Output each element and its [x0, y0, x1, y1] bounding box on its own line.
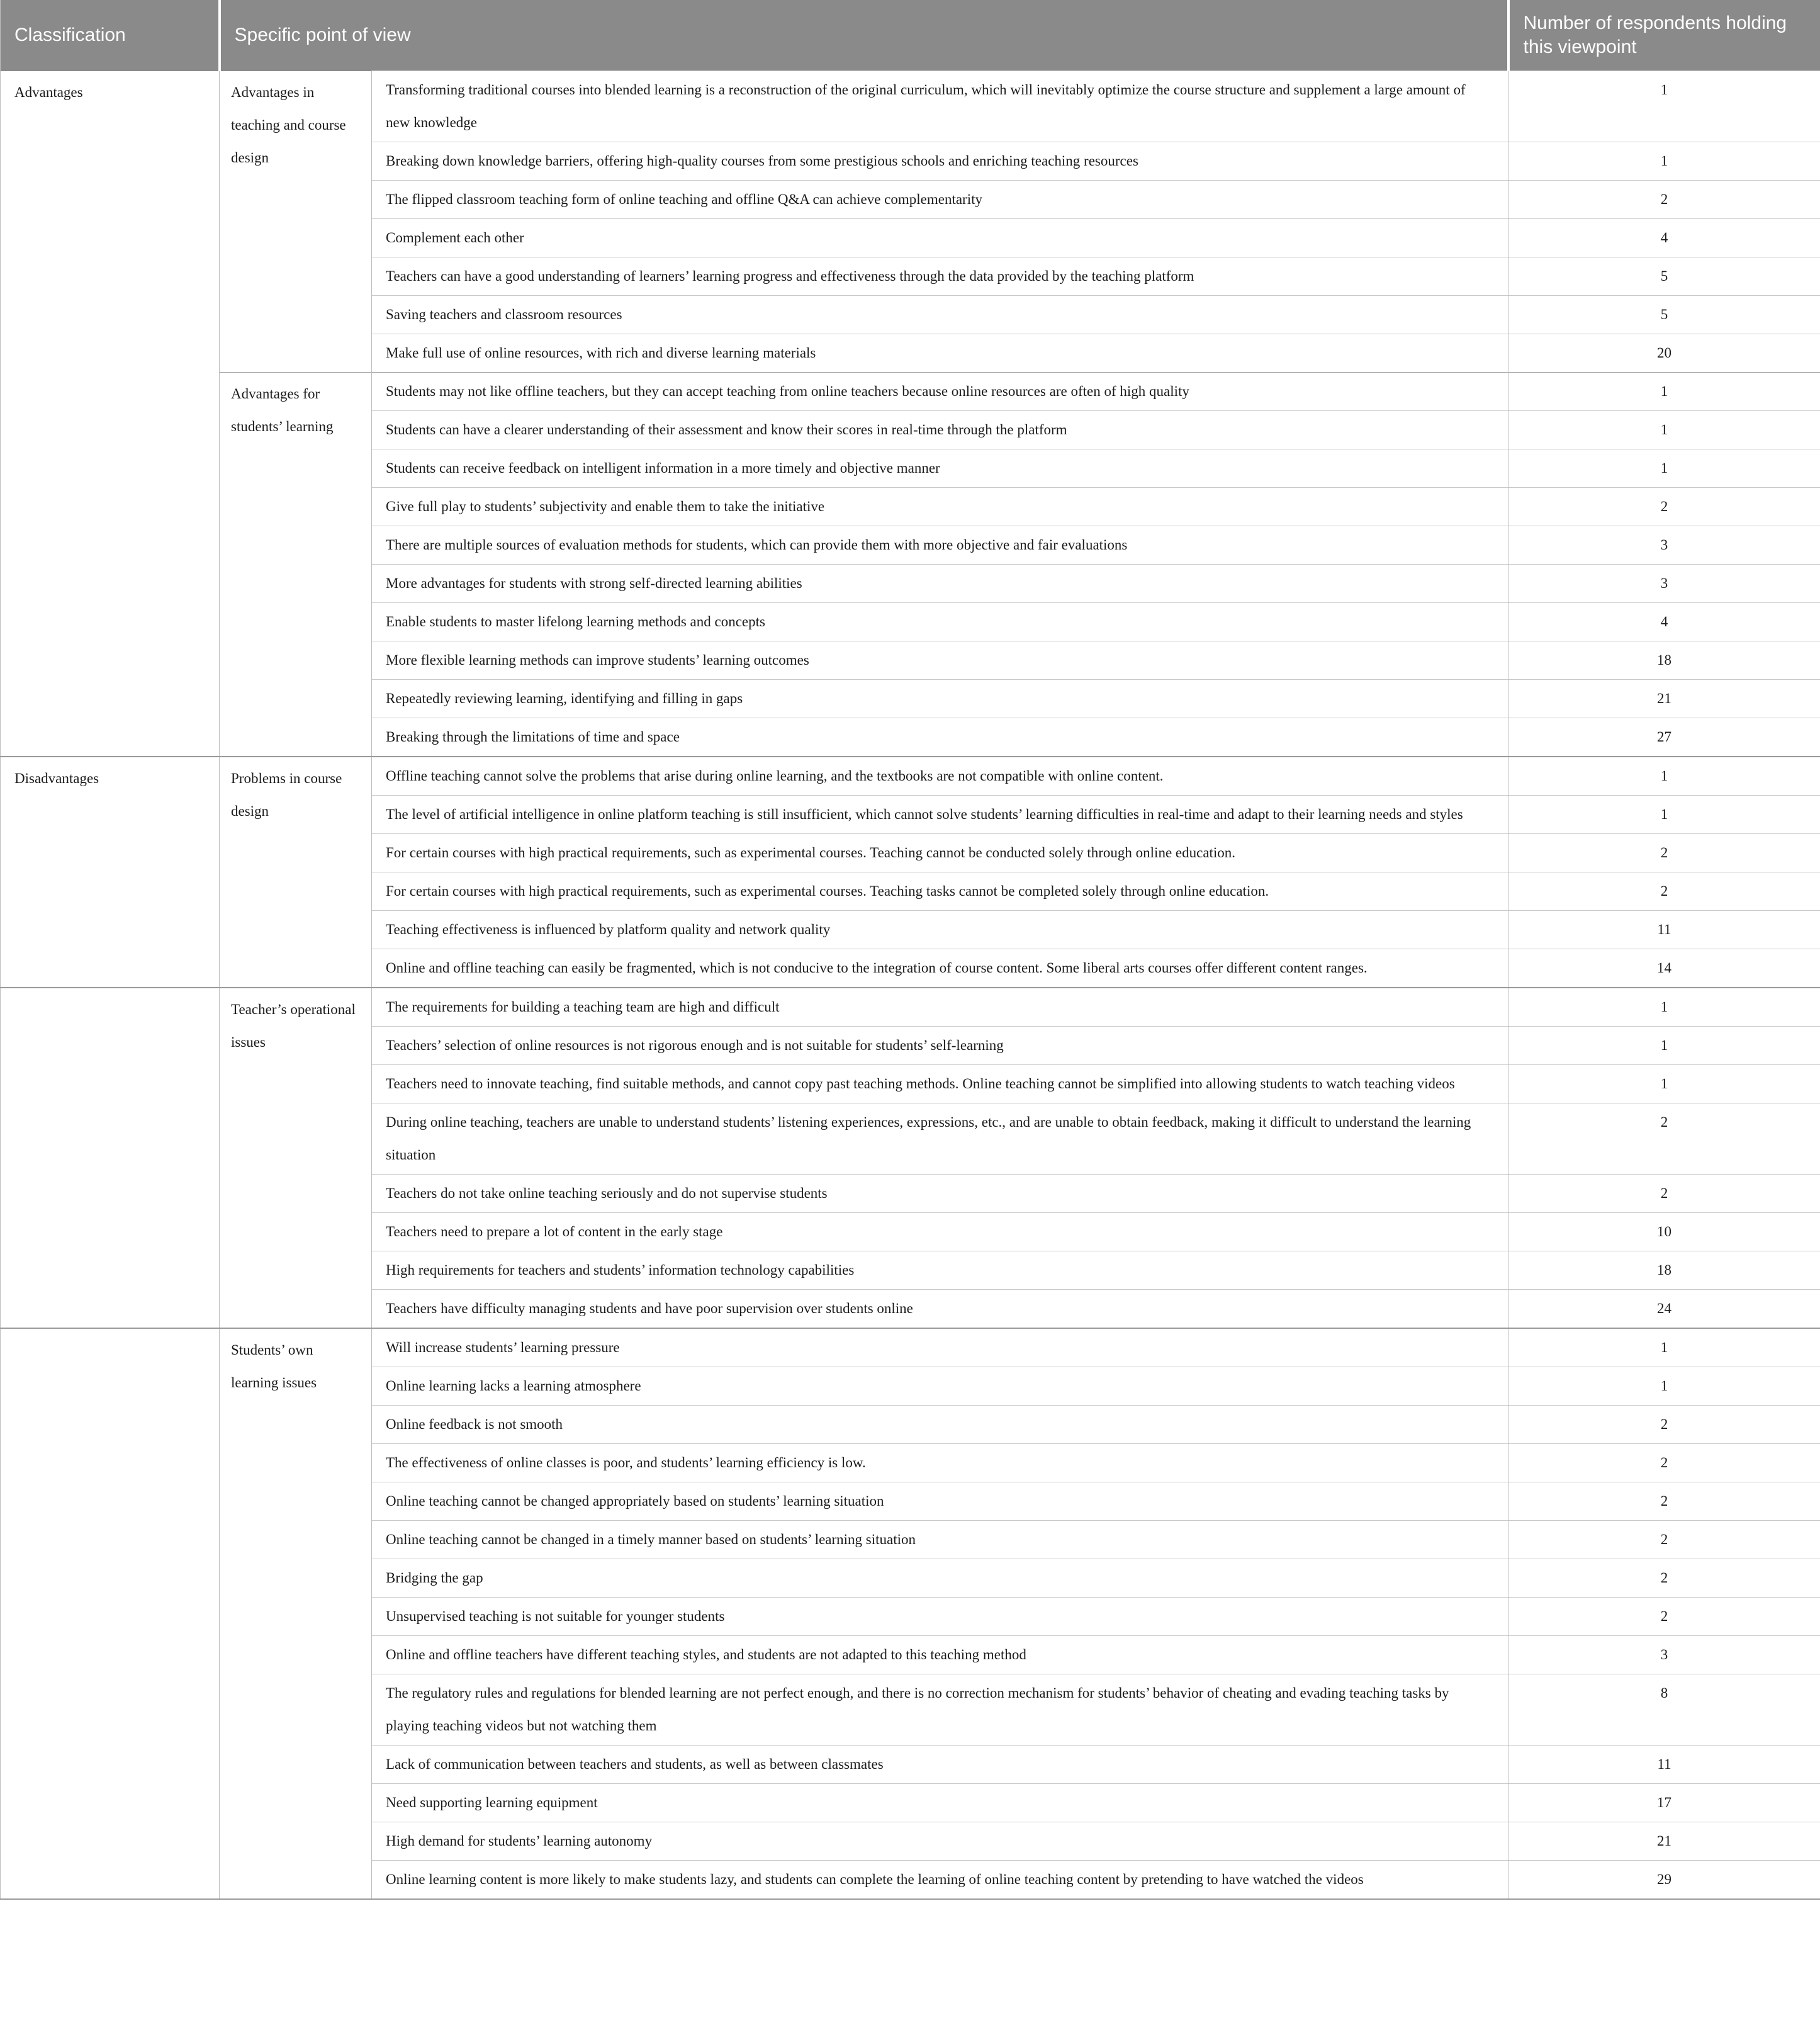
- point-cell: The flipped classroom teaching form of online teaching and offline Q&A can achieve complementarity: [372, 181, 1508, 219]
- point-cell: Teachers need to innovate teaching, find suitable methods, and cannot copy past teaching methods. Online teaching cannot be simplified into allowing students to watch teaching videos: [372, 1065, 1508, 1103]
- subgroup-cell: Problems in course design: [220, 757, 372, 988]
- point-cell: Online and offline teaching can easily be fragmented, which is not conducive to the integration of course content. Some liberal arts courses offer different content ranges.: [372, 949, 1508, 988]
- count-cell: 1: [1508, 1328, 1820, 1367]
- count-cell: 4: [1508, 603, 1820, 641]
- point-cell: Make full use of online resources, with rich and diverse learning materials: [372, 334, 1508, 373]
- count-cell: 18: [1508, 1251, 1820, 1290]
- point-cell: Online teaching cannot be changed appropriately based on students’ learning situation: [372, 1482, 1508, 1521]
- table-body: [1, 71, 1820, 1900]
- point-cell: Students may not like offline teachers, but they can accept teaching from online teachers because online resources are often of high quality: [372, 373, 1508, 411]
- point-cell: Teachers can have a good understanding of learners’ learning progress and effectiveness through the data provided by the teaching platform: [372, 257, 1508, 296]
- count-cell: 10: [1508, 1213, 1820, 1251]
- point-cell: Online feedback is not smooth: [372, 1406, 1508, 1444]
- count-cell: 11: [1508, 911, 1820, 949]
- count-cell: 2: [1508, 181, 1820, 219]
- point-cell: Will increase students’ learning pressure: [372, 1328, 1508, 1367]
- count-cell: 1: [1508, 988, 1820, 1027]
- point-cell: Online learning content is more likely to make students lazy, and students can complete the learning of online teaching content by pretending to have watched the videos: [372, 1861, 1508, 1900]
- count-cell: 1: [1508, 449, 1820, 488]
- count-cell: 11: [1508, 1746, 1820, 1784]
- table-row: [1, 1328, 1820, 1367]
- count-cell: 2: [1508, 834, 1820, 872]
- count-cell: 2: [1508, 1559, 1820, 1598]
- subgroup-cell: Advantages for students’ learning: [220, 373, 372, 757]
- point-cell: Breaking through the limitations of time and space: [372, 718, 1508, 757]
- count-cell: 1: [1508, 411, 1820, 449]
- header-cell-specific-point: Specific point of view: [220, 0, 1508, 71]
- count-cell: 3: [1508, 565, 1820, 603]
- count-cell: 1: [1508, 1367, 1820, 1406]
- point-cell: The level of artificial intelligence in online platform teaching is still insufficient, which cannot solve students’ learning difficulties in real-time and adapt to their learning needs and styles: [372, 796, 1508, 834]
- count-cell: 2: [1508, 1521, 1820, 1559]
- point-cell: More advantages for students with strong self-directed learning abilities: [372, 565, 1508, 603]
- point-cell: For certain courses with high practical requirements, such as experimental courses. Teaching cannot be conducted solely through online education.: [372, 834, 1508, 872]
- count-cell: 1: [1508, 71, 1820, 142]
- count-cell: 1: [1508, 142, 1820, 181]
- point-cell: Complement each other: [372, 219, 1508, 257]
- header-cell-respondent-count: Number of respondents holding this viewpoint: [1508, 0, 1820, 71]
- classification-cell: Disadvantages: [1, 757, 220, 988]
- point-cell: Enable students to master lifelong learning methods and concepts: [372, 603, 1508, 641]
- point-cell: Need supporting learning equipment: [372, 1784, 1508, 1822]
- count-cell: 3: [1508, 526, 1820, 565]
- count-cell: 5: [1508, 257, 1820, 296]
- point-cell: Unsupervised teaching is not suitable for younger students: [372, 1598, 1508, 1636]
- count-cell: 2: [1508, 872, 1820, 911]
- classification-cell: [1, 988, 220, 1328]
- count-cell: 20: [1508, 334, 1820, 373]
- point-cell: Lack of communication between teachers and students, as well as between classmates: [372, 1746, 1508, 1784]
- header-cell-classification: Classification: [1, 0, 220, 71]
- point-cell: Students can have a clearer understanding of their assessment and know their scores in real-time through the platform: [372, 411, 1508, 449]
- count-cell: 27: [1508, 718, 1820, 757]
- count-cell: 21: [1508, 1822, 1820, 1861]
- point-cell: For certain courses with high practical requirements, such as experimental courses. Teaching tasks cannot be completed solely through online education.: [372, 872, 1508, 911]
- point-cell: Saving teachers and classroom resources: [372, 296, 1508, 334]
- count-cell: 2: [1508, 1444, 1820, 1482]
- table-header: [1, 0, 1820, 71]
- count-cell: 1: [1508, 1027, 1820, 1065]
- classification-cell: Advantages: [1, 71, 220, 757]
- point-cell: High demand for students’ learning autonomy: [372, 1822, 1508, 1861]
- count-cell: 8: [1508, 1674, 1820, 1746]
- count-cell: 4: [1508, 219, 1820, 257]
- count-cell: 24: [1508, 1290, 1820, 1329]
- point-cell: Repeatedly reviewing learning, identifying and filling in gaps: [372, 680, 1508, 718]
- count-cell: 18: [1508, 641, 1820, 680]
- point-cell: Teachers’ selection of online resources is not rigorous enough and is not suitable for students’ self-learning: [372, 1027, 1508, 1065]
- point-cell: During online teaching, teachers are unable to understand students’ listening experiences, expressions, etc., and are unable to obtain feedback, making it difficult to understand the learning situation: [372, 1103, 1508, 1175]
- count-cell: 1: [1508, 373, 1820, 411]
- point-cell: There are multiple sources of evaluation methods for students, which can provide them with more objective and fair evaluations: [372, 526, 1508, 565]
- header-row: [1, 0, 1820, 71]
- point-cell: The regulatory rules and regulations for blended learning are not perfect enough, and there is no correction mechanism for students’ behavior of cheating and evading teaching tasks by playing teaching videos but not watching them: [372, 1674, 1508, 1746]
- point-cell: Breaking down knowledge barriers, offering high-quality courses from some prestigious schools and enriching teaching resources: [372, 142, 1508, 181]
- classification-cell: [1, 1328, 220, 1899]
- point-cell: Online teaching cannot be changed in a timely manner based on students’ learning situation: [372, 1521, 1508, 1559]
- table-row: [1, 71, 1820, 142]
- point-cell: Online learning lacks a learning atmosphere: [372, 1367, 1508, 1406]
- point-cell: Students can receive feedback on intelligent information in a more timely and objective manner: [372, 449, 1508, 488]
- point-cell: Teachers do not take online teaching seriously and do not supervise students: [372, 1175, 1508, 1213]
- count-cell: 1: [1508, 1065, 1820, 1103]
- count-cell: 2: [1508, 488, 1820, 526]
- count-cell: 2: [1508, 1175, 1820, 1213]
- point-cell: Bridging the gap: [372, 1559, 1508, 1598]
- count-cell: 2: [1508, 1598, 1820, 1636]
- count-cell: 3: [1508, 1636, 1820, 1674]
- table-row: [1, 757, 1820, 796]
- subgroup-cell: Teacher’s operational issues: [220, 988, 372, 1328]
- count-cell: 1: [1508, 757, 1820, 796]
- count-cell: 17: [1508, 1784, 1820, 1822]
- count-cell: 2: [1508, 1103, 1820, 1175]
- point-cell: More flexible learning methods can improve students’ learning outcomes: [372, 641, 1508, 680]
- table-row: [1, 988, 1820, 1027]
- point-cell: Teachers need to prepare a lot of content in the early stage: [372, 1213, 1508, 1251]
- count-cell: 1: [1508, 796, 1820, 834]
- count-cell: 21: [1508, 680, 1820, 718]
- subgroup-cell: Advantages in teaching and course design: [220, 71, 372, 373]
- point-cell: The effectiveness of online classes is poor, and students’ learning efficiency is low.: [372, 1444, 1508, 1482]
- subgroup-cell: Students’ own learning issues: [220, 1328, 372, 1899]
- point-cell: Give full play to students’ subjectivity and enable them to take the initiative: [372, 488, 1508, 526]
- table-row: [1, 373, 1820, 411]
- count-cell: 14: [1508, 949, 1820, 988]
- count-cell: 2: [1508, 1482, 1820, 1521]
- point-cell: High requirements for teachers and students’ information technology capabilities: [372, 1251, 1508, 1290]
- count-cell: 5: [1508, 296, 1820, 334]
- point-cell: Teaching effectiveness is influenced by platform quality and network quality: [372, 911, 1508, 949]
- point-cell: Teachers have difficulty managing students and have poor supervision over students online: [372, 1290, 1508, 1329]
- point-cell: Transforming traditional courses into blended learning is a reconstruction of the original curriculum, which will inevitably optimize the course structure and supplement a large amount of new knowledge: [372, 71, 1508, 142]
- count-cell: 29: [1508, 1861, 1820, 1900]
- count-cell: 2: [1508, 1406, 1820, 1444]
- point-cell: Offline teaching cannot solve the problems that arise during online learning, and the textbooks are not compatible with online content.: [372, 757, 1508, 796]
- point-cell: Online and offline teachers have different teaching styles, and students are not adapted to this teaching method: [372, 1636, 1508, 1674]
- point-cell: The requirements for building a teaching team are high and difficult: [372, 988, 1508, 1027]
